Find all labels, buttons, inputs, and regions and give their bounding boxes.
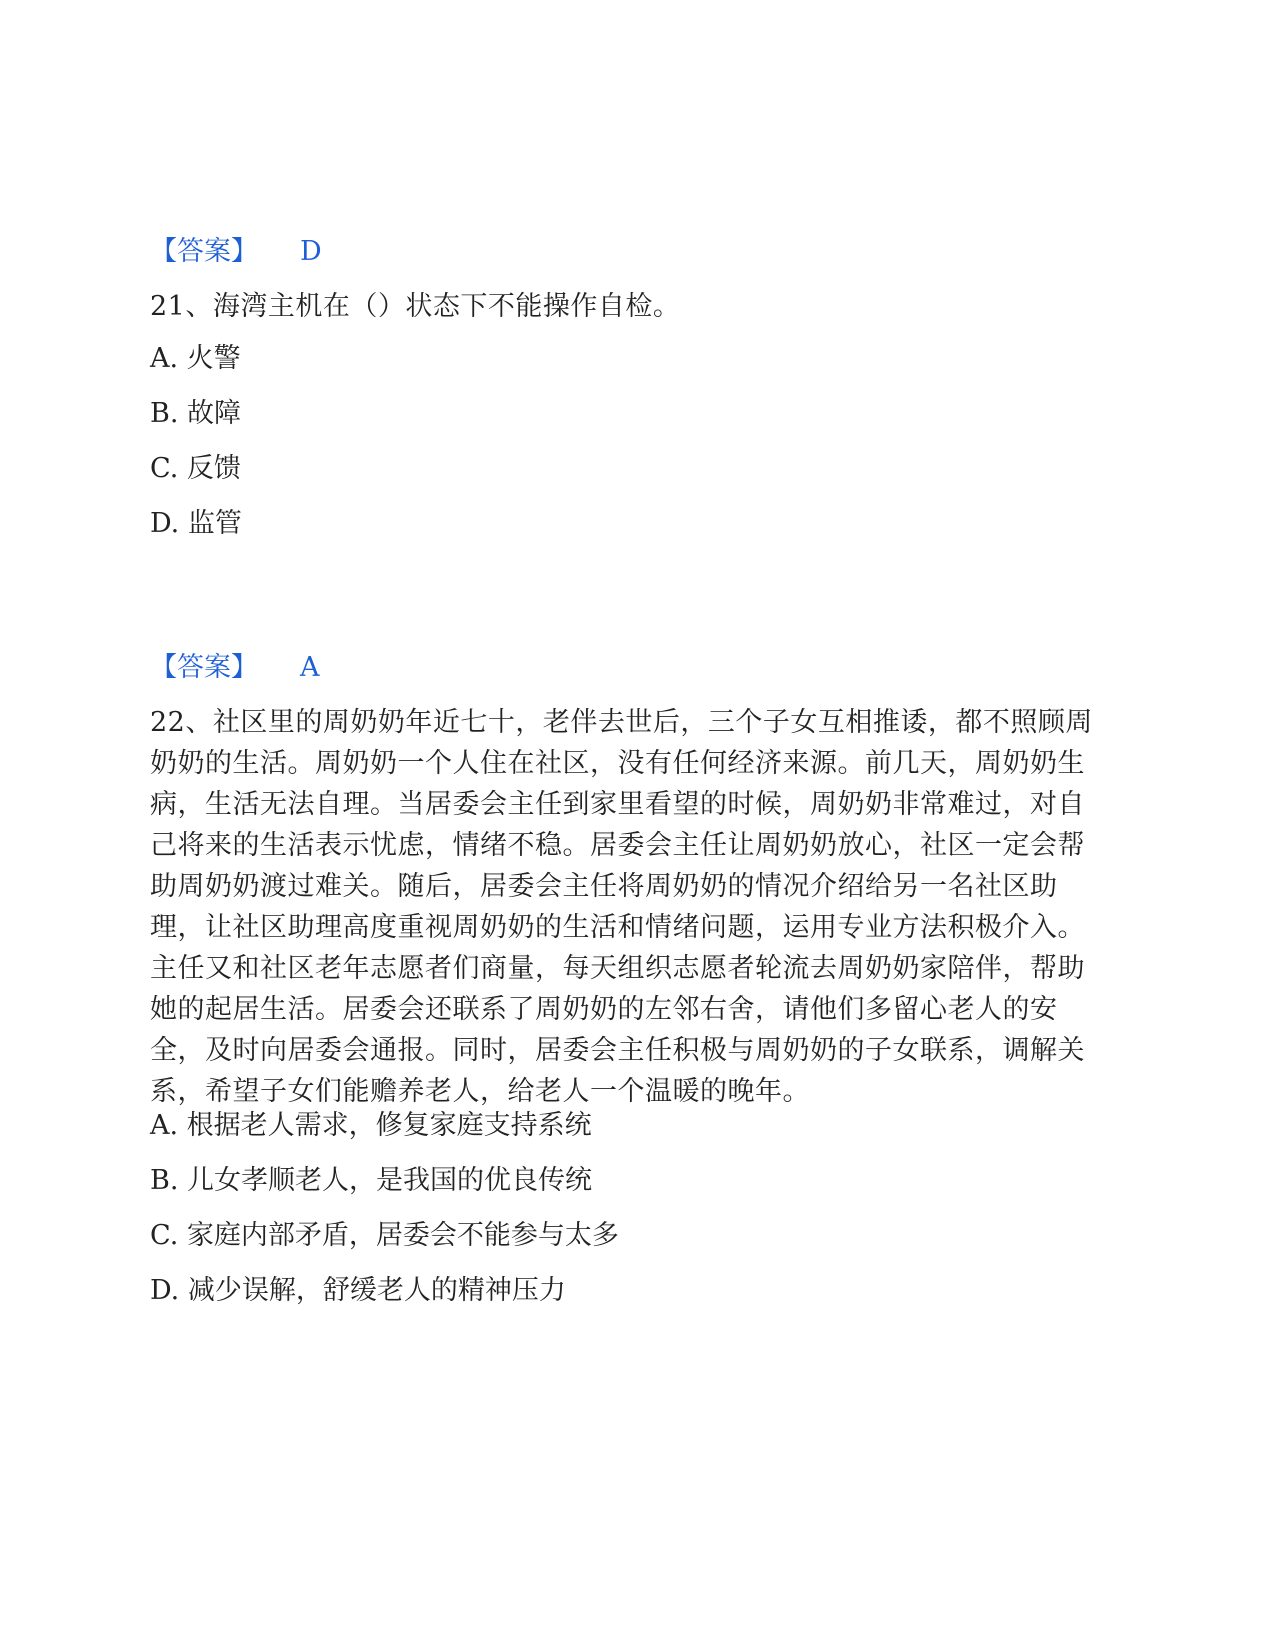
q21-option-a: A. 火警 xyxy=(150,343,241,374)
answer-line-1 xyxy=(150,234,1110,270)
q22-option-c: C. 家庭内部矛盾，居委会不能参与太多 xyxy=(150,1220,619,1251)
answer-value: D xyxy=(300,236,322,267)
q21-option-b: B. 故障 xyxy=(150,398,242,429)
question-21-text: 21、海湾主机在（）状态下不能操作自检。 xyxy=(150,291,681,322)
q21-option-d: D. 监管 xyxy=(150,508,242,539)
q22-option-a: A. 根据老人需求，修复家庭支持系统 xyxy=(150,1110,592,1141)
q22-option-b: B. 儿女孝顺老人，是我国的优良传统 xyxy=(150,1165,593,1196)
question-22-text: 22、社区里的周奶奶年近七十，老伴去世后，三个子女互相推诿，都不照顾周奶奶的生活。周奶奶一个人住在社区，没有任何经济来源。前几天，周奶奶生病，生活无法自理。当居委会主任到家里看望的时候，周奶奶非常难过，对自己将来的生活表示忧虑，情绪不稳。居委会主任让周奶奶放心，社区一定会帮助周奶奶渡过难关。随后，居委会主任将周奶奶的情况介绍给另一名社区助理，让社区助理高度重视周奶奶的生活和情绪问题，运用专业方法积极介入。主任又和社区老年志愿者们商量，每天组织志愿者轮流去周奶奶家陪伴，帮助她的起居生活。居委会还联系了周奶奶的左邻右舍，请他们多留心老人的安全，及时向居委会通报。同时，居委会主任积极与周奶奶的子女联系，调解关系，希望子女们能赡养老人，给老人一个温暖的晚年。 xyxy=(150,707,1093,1107)
answer-label: 【答案】 xyxy=(150,652,258,683)
answer-line-2 xyxy=(150,650,1110,686)
q22-option-d: D. 减少误解，舒缓老人的精神压力 xyxy=(150,1275,566,1306)
answer-value: A xyxy=(300,652,320,683)
answer-label: 【答案】 xyxy=(150,236,258,267)
q21-option-c: C. 反馈 xyxy=(150,453,241,484)
